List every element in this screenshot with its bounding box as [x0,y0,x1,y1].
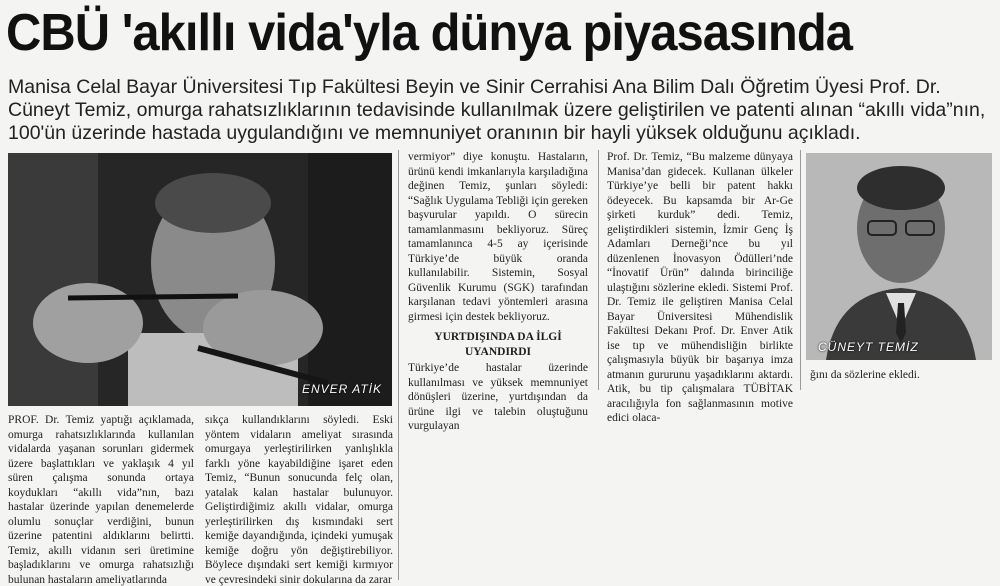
article-column-4 [205,413,393,586]
subheading: YURTDIŞINDA DA İLGİ UYANDIRDI [434,331,562,358]
column-divider [598,150,599,390]
article-paragraph: sıkça kullandıklarını söyledi. Eski yöntem vidaların ameliyat sırasında omurgaya yerleştirilirken yanlışlıkla farklı yöne kayabildiğine işaret eden Temiz, “Bunun sonucunda felç olan, yatalak kalan hastalar bulunuyor. Geliştirdiğimiz akıllı vidalar, omurga yerleştirilirken dış kısmındaki sert kemiğe dayandığında, içindeki yumuşak kemiğe doğru yön değiştirebiliyor. Böylece dışındaki sert kemiği kırmıyor ve çevresindeki sinir dokularına da zarar [205,414,393,586]
article-paragraph: Türkiye’de hastalar üzerinde kullanılması ve yüksek memnuniyet dönüşleri üzerine, yurtdışından da ürüne ilgi ve talebin oluştuğunu vurgulayan [408,362,588,432]
photo-portrait [806,153,992,360]
photo-professor-with-screw [8,153,392,406]
article-paragraph: PROF. Dr. Temiz yaptığı açıklamada, omurga rahatsızlıklarında kullanılan vidalarda yaşanan sorunları gidermek üzere başlattıkları ve yaklaşık 4 yıl süren çalışma sonunda ortaya koydukları “akıllı vida”nın, bazı hastalar üzerinde yapılan denemelerde olumlu sonuçlar verdiğini, bunun üzerine patentini aldıklarını belirtti. Temiz, akıllı vidanın seri üretimine başladıklarını ve omurga rahatsızlığı bulunan hastaların ameliyatlarında [8,414,194,586]
article-paragraph: Prof. Dr. Temiz, “Bu malzeme dünyaya Manisa’dan gidecek. Kullanan ülkeler Türkiye’ye belli bir patent hakkı ödeyecek. Bu kapsamda bir Ar-Ge şirketi kurduk” dedi. Temiz, geliştirdikleri sistemin, İzmir Genç İş Adamları Derneği’nce bu yıl düzenlenen İnovasyon Ödülleri’nde “İnovatif Ürün” dalında birinciliğe ulaştığını sözlerine ekledi. Sistemi Prof. Dr. Temiz ile geliştiren Manisa Celal Bayar Üniversitesi Mühendislik Fakültesi Dekanı Prof. Dr. Enver Atik ise tıp ve mühendisliğin birlikte çalışmasıyla büyük bir başarıya imza atmanın gururunu yaşadıklarını aktardı. Atik, bu tip çalışmalara TÜBİTAK aracılığıyla fon sağlanmasının motive edici olaca- [607,151,793,424]
portrait-caption: CÜNEYT TEMİZ [818,340,919,354]
column-divider [800,150,801,390]
photo-illustration [8,153,392,406]
portrait-illustration [806,153,992,360]
article-column-1 [408,150,588,434]
article-paragraph: ğını da sözlerine ekledi. [810,369,920,381]
column-divider [398,150,399,580]
article-column-2 [607,150,793,426]
article-column-5 [810,368,990,383]
lead-paragraph: Manisa Celal Bayar Üniversitesi Tıp Fakültesi Beyin ve Sinir Cerrahisi Ana Bilim Dalı Öğretim Üyesi Prof. Dr. Cüneyt Temiz, omurga rahatsızlıklarının tedavisinde kullanılmak üzere geliştirilen ve patenti alınan “akıllı vida”nın, 100'ün üzerinde hastada uygulandığını ve memnuniyet oranının bir hayli yüksek olduğunu açıkladı. [8,76,986,144]
article-column-3 [8,413,194,586]
headline: CBÜ 'akıllı vida'yla dünya piyasasında [6,4,852,62]
photo-credit: ENVER ATİK [301,382,382,396]
article-paragraph: vermiyor” diye konuştu. Hastaların, ürünü kendi imkanlarıyla karşıladığına değinen Temiz, şunları söyledi: “Sağlık Uygulama Tebliği için gereken başvurular yapıldı. O sürecin tamamlanmasını bekliyoruz. Süreç tamamlanınca 4-5 ay içerisinde Türkiye’de büyük oranda kullanılabilir. Sistemin, Sosyal Güvenlik Kurumu (SGK) tarafından karşılanan tedavi yöntemleri arasına girmesi için destek bekliyoruz. [408,151,588,323]
